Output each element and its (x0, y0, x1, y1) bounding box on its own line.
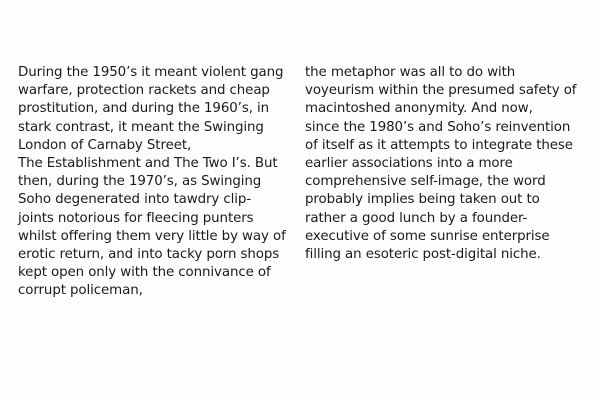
text-line: corrupt policeman, (18, 283, 143, 299)
text-column-left (18, 64, 300, 301)
text-line: the metaphor was all to do with (305, 65, 516, 80)
text-line: macintoshed anonymity. And now, (305, 101, 533, 117)
text-line: joints notorious for fleecing punters (18, 210, 254, 226)
text-line: filling an esoteric post-digital niche. (305, 247, 541, 263)
text-line: London of Carnaby Street, (18, 137, 192, 153)
text-line: probably implies being taken out to (305, 192, 540, 208)
text-column-right (305, 64, 595, 264)
text-line: then, during the 1970’s, as Swinging (18, 174, 262, 190)
text-line: whilst offering them very little by way of (18, 228, 286, 244)
text-line: The Establishment and The Two I’s. But (18, 156, 278, 172)
text-line: of itself as it attempts to integrate these (305, 137, 573, 153)
text-line: warfare, protection rackets and cheap (18, 83, 270, 99)
text-line: kept open only with the connivance of (18, 265, 271, 281)
text-line: rather a good lunch by a founder- (305, 210, 528, 226)
text-line: During the 1950’s it meant violent gang (18, 65, 284, 80)
text-line: erotic return, and into tacky porn shops (18, 247, 280, 263)
text-line: executive of some sunrise enterprise (305, 228, 550, 244)
text-line: prostitution, and during the 1960’s, in (18, 101, 270, 117)
text-line: comprehensive self-image, the word (305, 174, 546, 190)
text-line: voyeurism within the presumed safety of (305, 83, 577, 99)
text-line: Soho degenerated into tawdry clip- (18, 192, 252, 208)
text-line: earlier associations into a more (305, 156, 513, 172)
text-line: stark contrast, it meant the Swinging (18, 119, 264, 135)
text-line: since the 1980’s and Soho’s reinvention (305, 119, 571, 135)
